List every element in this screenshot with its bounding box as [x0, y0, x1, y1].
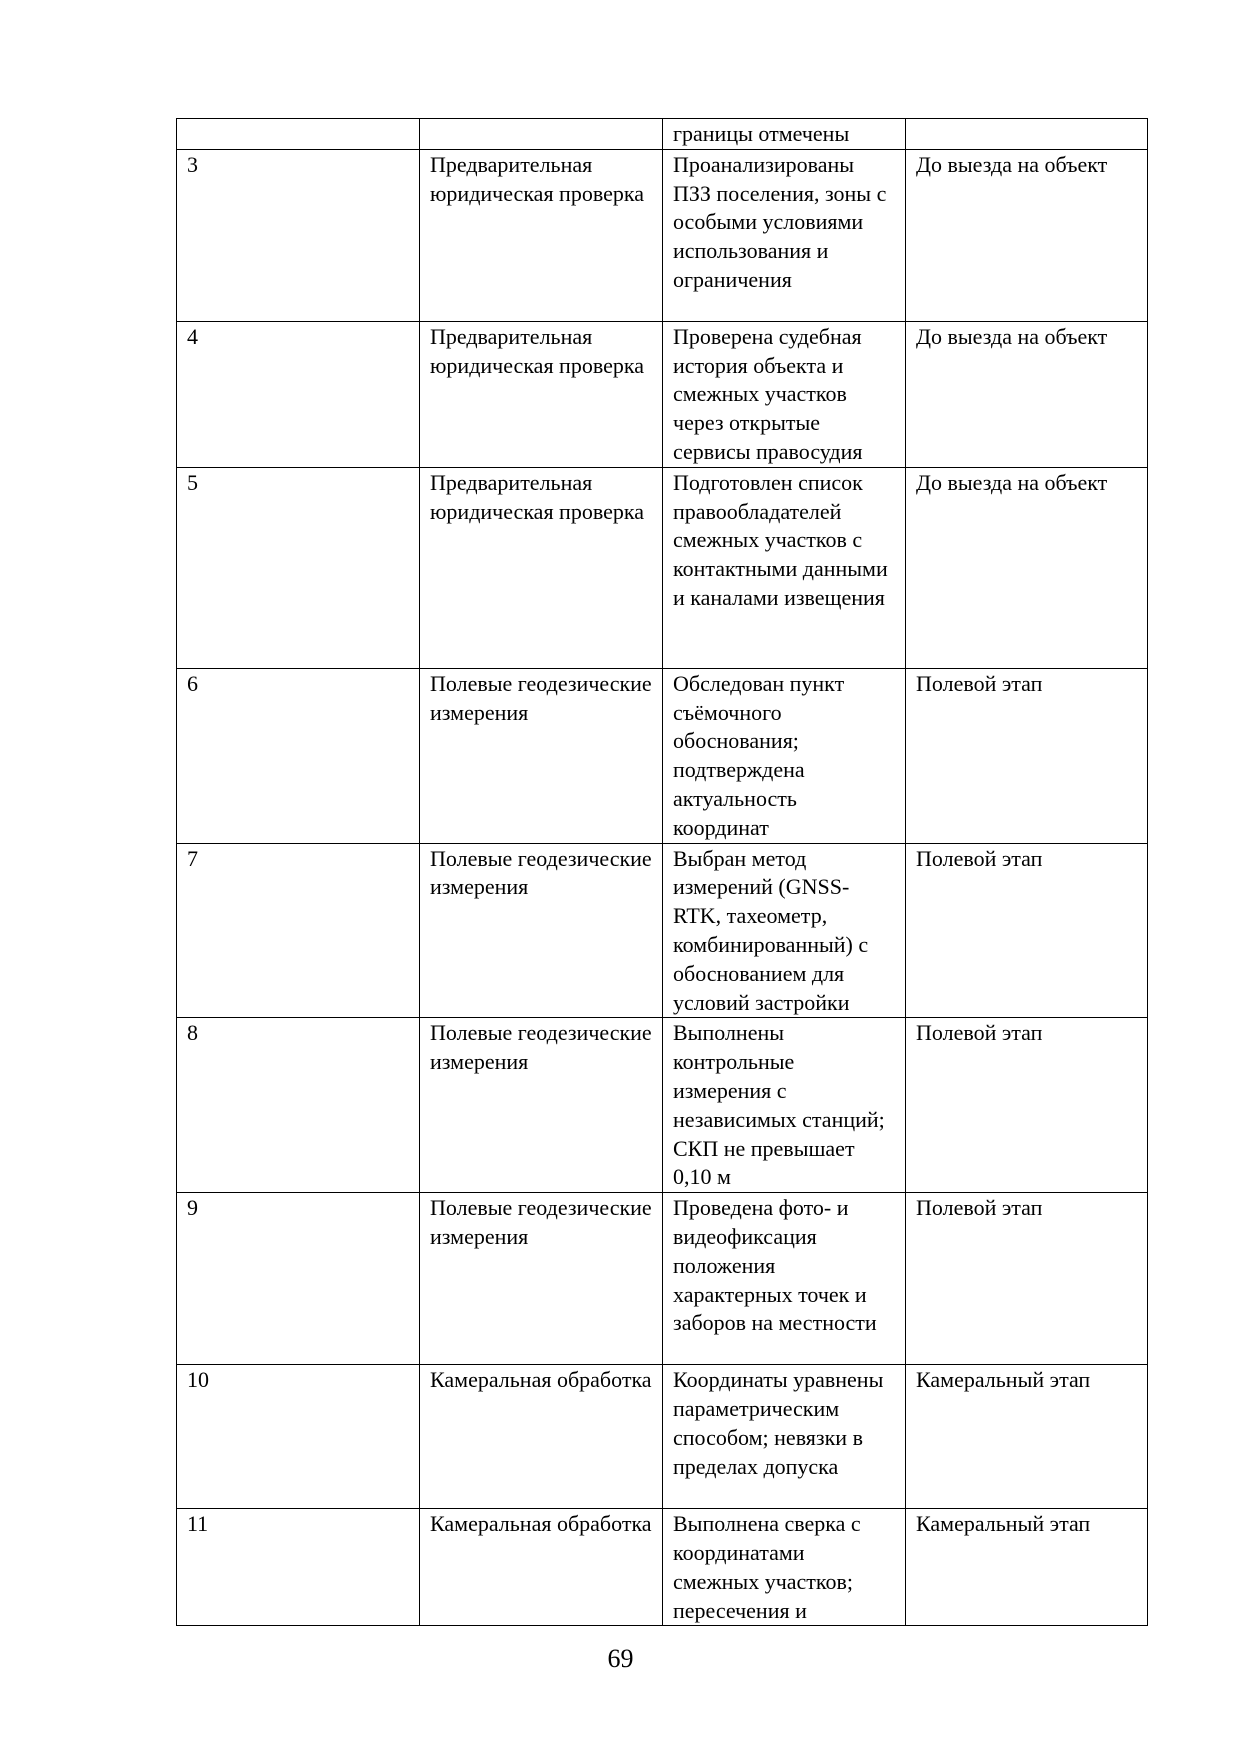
- stage-cell: [420, 119, 663, 150]
- page-number: 69: [607, 1644, 634, 1673]
- check-item-cell: [663, 843, 906, 1018]
- cell-text: Выбран метод измерений (GNSS-RTK, тахеометр, комбинированный) с обоснованием для условий застройки: [673, 845, 869, 1015]
- cell-text: Проведена фото- и видеофиксация положения характерных точек и заборов на местности: [673, 1195, 877, 1336]
- step-number-cell: [177, 1193, 420, 1365]
- cell-text: Проанализированы ПЗЗ поселения, зоны с особыми условиями использования и ограничения: [673, 151, 887, 292]
- cell-text: Предварительная юридическая проверка: [430, 151, 644, 206]
- cell-text: Предварительная юридическая проверка: [430, 469, 644, 524]
- table-row: [177, 119, 1148, 150]
- step-number-cell: [177, 843, 420, 1018]
- stage-cell: [420, 1509, 663, 1626]
- step-number-cell: [177, 1018, 420, 1193]
- cell-text: До выезда на объект: [916, 323, 1108, 349]
- timing-cell: [906, 1193, 1148, 1365]
- cell-text: До выезда на объект: [916, 151, 1108, 177]
- timing-cell: [906, 843, 1148, 1018]
- checklist-table-body: [177, 119, 1148, 1626]
- stage-cell: [420, 1365, 663, 1509]
- table-row: [177, 1509, 1148, 1626]
- cell-text: Полевые геодезические измерения: [430, 1020, 652, 1075]
- step-number-cell: [177, 149, 420, 321]
- cell-text: 5: [187, 469, 198, 495]
- cell-text: Обследован пункт съёмочного обоснования; подтверждена актуальность координат: [673, 670, 845, 840]
- timing-cell: [906, 668, 1148, 843]
- cell-text: Подготовлен список правообладателей смежных участков с контактными данными и каналами извещения: [673, 469, 888, 610]
- cell-text: Выполнены контрольные измерения с независимых станций; СКП не превышает 0,10 м: [673, 1020, 885, 1190]
- cell-text: Полевой этап: [916, 845, 1043, 871]
- timing-cell: [906, 321, 1148, 467]
- check-item-cell: [663, 149, 906, 321]
- cell-text: 10: [187, 1367, 209, 1393]
- check-item-cell: [663, 1509, 906, 1626]
- table-row: [177, 1365, 1148, 1509]
- cell-text: Проверена судебная история объекта и смежных участков через открытые сервисы правосудия: [673, 323, 863, 464]
- cell-text: Камеральный этап: [916, 1367, 1091, 1393]
- step-number-cell: [177, 467, 420, 668]
- timing-cell: [906, 119, 1148, 150]
- table-row: [177, 668, 1148, 843]
- table-row: [177, 321, 1148, 467]
- step-number-cell: [177, 1365, 420, 1509]
- timing-cell: [906, 149, 1148, 321]
- table-row: [177, 1018, 1148, 1193]
- cell-text: Полевые геодезические измерения: [430, 1195, 652, 1249]
- cell-text: Камеральная обработка: [430, 1511, 652, 1537]
- step-number-cell: [177, 321, 420, 467]
- cell-text: Камеральный этап: [916, 1511, 1091, 1537]
- check-item-cell: [663, 1365, 906, 1509]
- stage-cell: [420, 668, 663, 843]
- step-number-cell: [177, 1509, 420, 1626]
- cell-text: Координаты уравнены параметрическим способом; невязки в пределах допуска: [673, 1367, 884, 1479]
- stage-cell: [420, 149, 663, 321]
- check-item-cell: [663, 119, 906, 150]
- check-item-cell: [663, 1018, 906, 1193]
- cell-text: Полевые геодезические измерения: [430, 845, 652, 900]
- table-row: [177, 149, 1148, 321]
- check-item-cell: [663, 321, 906, 467]
- check-item-cell: [663, 668, 906, 843]
- cell-text: Камеральная обработка: [430, 1367, 652, 1393]
- step-number-cell: [177, 668, 420, 843]
- table-row: [177, 467, 1148, 668]
- cell-text: 9: [187, 1195, 198, 1221]
- cell-text: 7: [187, 845, 198, 871]
- cell-text: 8: [187, 1020, 198, 1046]
- cell-text: 11: [187, 1511, 209, 1537]
- step-number-cell: [177, 119, 420, 150]
- cell-text: границы отмечены: [673, 121, 850, 146]
- checklist-table: [176, 118, 1148, 1626]
- cell-text: Выполнена сверка с координатами смежных участков; пересечения и: [673, 1511, 861, 1623]
- timing-cell: [906, 467, 1148, 668]
- cell-text: 6: [187, 670, 198, 696]
- stage-cell: [420, 1193, 663, 1365]
- cell-text: 4: [187, 323, 198, 349]
- cell-text: 3: [187, 151, 198, 177]
- timing-cell: [906, 1509, 1148, 1626]
- cell-text: Полевой этап: [916, 1020, 1043, 1046]
- cell-text: Полевой этап: [916, 1195, 1043, 1221]
- cell-text: Предварительная юридическая проверка: [430, 323, 644, 378]
- cell-text: До выезда на объект: [916, 469, 1108, 495]
- stage-cell: [420, 843, 663, 1018]
- check-item-cell: [663, 1193, 906, 1365]
- table-row: [177, 1193, 1148, 1365]
- table-row: [177, 843, 1148, 1018]
- timing-cell: [906, 1018, 1148, 1193]
- check-item-cell: [663, 467, 906, 668]
- cell-text: Полевые геодезические измерения: [430, 670, 652, 725]
- timing-cell: [906, 1365, 1148, 1509]
- stage-cell: [420, 321, 663, 467]
- stage-cell: [420, 1018, 663, 1193]
- stage-cell: [420, 467, 663, 668]
- cell-text: Полевой этап: [916, 670, 1043, 696]
